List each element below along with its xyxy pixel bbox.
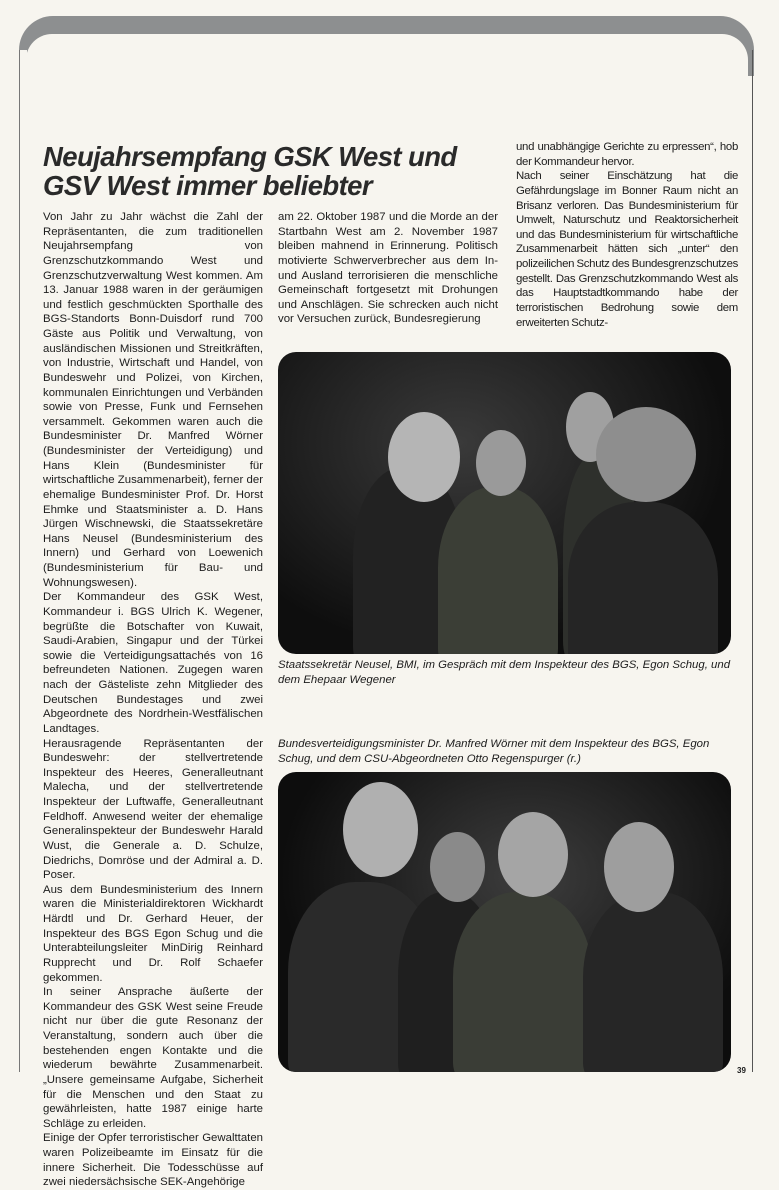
paragraph: Aus dem Bundesministerium des Innern waren die Ministerialdirektoren Wickhardt Härdtl und Dr. Gerhard Heuer, der Inspekteur des BGS Egon Schug und die Unterabteilungsleiter MinDirig Reinhard Rupprecht und Dr. Rolf Schaefer gekommen. bbox=[43, 883, 263, 984]
photo-neusel-schug-wegener bbox=[278, 352, 731, 654]
article-column-3 bbox=[516, 140, 738, 330]
page-number: 39 bbox=[737, 1066, 746, 1075]
page-frame-inner bbox=[26, 34, 748, 94]
paragraph: Von Jahr zu Jahr wächst die Zahl der Repräsentanten, die zum traditionellen Neujahrsempfang von Grenzschutzkommando West und Grenzschutzverwaltung West kommen. Am 13. Januar 1988 waren in der geräumigen und festlich geschmückten Sporthalle des BGS-Standorts Bonn-Duisdorf rund 700 Gäste aus Politik und Verwaltung, von ausländischen Missionen und Streitkräften, von Industrie, Wirtschaft und Handel, von Bundeswehr und Polizei, von Kirchen, kommunalen Einrichtungen und Verbänden sowie von Presse, Funk und Fernsehen versammelt. Gekommen waren auch die Bundesminister Dr. Manfred Wörner (Bundesminister der Verteidigung) und Hans Klein (Bundesminister für wirtschaftliche Zusammenarbeit), ferner der ehemalige Bundesminister Prof. Dr. Horst Ehmke und Staatsminister a. D. Hans Jürgen Wischnewski, die Staatssekretäre Hans Neusel (Bundesministerium des Innern) und Gerhard von Loewenich (Bundesministerium für Bau- und Wohnungswesen). bbox=[43, 211, 263, 589]
page-frame-right bbox=[752, 50, 753, 1072]
article-title: Neujahrsempfang GSK West und GSV West immer beliebter bbox=[43, 141, 457, 201]
photo-caption-1: Staatssekretär Neusel, BMI, im Gespräch mit dem Inspekteur des BGS, Egon Schug, und dem Ehepaar Wegener bbox=[278, 659, 731, 686]
paragraph: am 22. Oktober 1987 und die Morde an der Startbahn West am 2. November 1987 bleiben mahnend in Erinnerung. Politisch motivierte Schwerverbrecher aus dem In- und Ausland terrorisieren die menschliche Gemeinschaft fortgesetzt mit Drohungen und Anschlägen. Sie schrecken auch nicht vor Versuchen zurück, Bundesregierung bbox=[278, 211, 498, 326]
paragraph: Herausragende Repräsentanten der Bundeswehr: der stellvertretende Inspekteur des Heeres, Generalleutnant Malecha, und der stellvertretende Inspekteur der Luftwaffe, Generalleutnant Feldhoff. Anwesend weiter der ehemalige Generalinspekteur der Bundeswehr Harald Wust, die Generale a. D. Schulze, Diedrichs, Domröse und der Admiral a. D. Poser. bbox=[43, 737, 263, 882]
photo-caption-2: Bundesverteidigungsminister Dr. Manfred Wörner mit dem Inspekteur des BGS, Egon Schug, und dem CSU-Abgeordneten Otto Regenspurger (r.) bbox=[278, 738, 710, 765]
paragraph: Der Kommandeur des GSK West, Kommandeur i. BGS Ulrich K. Wegener, begrüßte die Botschafter von Kuwait, Saudi-Arabien, Singapur und der Türkei sowie die Verteidigungsattachés von 16 befreundeten Nationen. Zugegen waren nach der Gästeliste zehn Mitglieder des Deutschen Bundestages und zwei Abgeordnete des Nordrhein-Westfälischen Landtages. bbox=[43, 591, 263, 735]
article-column-2 bbox=[278, 210, 498, 327]
paragraph: In seiner Ansprache äußerte der Kommandeur des GSK West seine Freude nicht nur über die gute Resonanz der Veranstaltung, sondern auch über die bestehenden engen Kontakte und die wiederum bewährte Zusammenarbeit. „Unsere gemeinsame Aufgabe, Sicherheit für die Menschen und den Staat zu gewährleisten, hatte 1987 einige harte Schläge zu erleiden. bbox=[43, 986, 263, 1130]
paragraph: und unabhängige Gerichte zu erpressen“, hob der Kommandeur hervor. bbox=[516, 141, 738, 168]
paragraph: Einige der Opfer terroristischer Gewalttaten waren Polizeibeamte im Einsatz für die innere Sicherheit. Die Todesschüsse auf zwei niedersächsische SEK-Angehörige bbox=[43, 1132, 263, 1189]
paragraph: Nach seiner Einschätzung hat die Gefährdungslage im Bonner Raum nicht an Brisanz verloren. Das Bundesministerium für Umwelt, Naturschutz und Reaktorsicherheit und das Bundesministerium für wirtschaftliche Zusammenarbeit hätten sich „unter“ den polizeilichen Schutz des Bundesgrenzschutzes gestellt. Das Grenzschutzkommando West als das Hauptstadtkommando habe der terroristischen Bedrohung sowie dem erweiterten Schutz- bbox=[516, 170, 738, 329]
photo-woerner-schug-regenspurger bbox=[278, 772, 731, 1072]
article-column-1 bbox=[43, 210, 263, 1190]
page-frame-left bbox=[19, 50, 27, 1072]
